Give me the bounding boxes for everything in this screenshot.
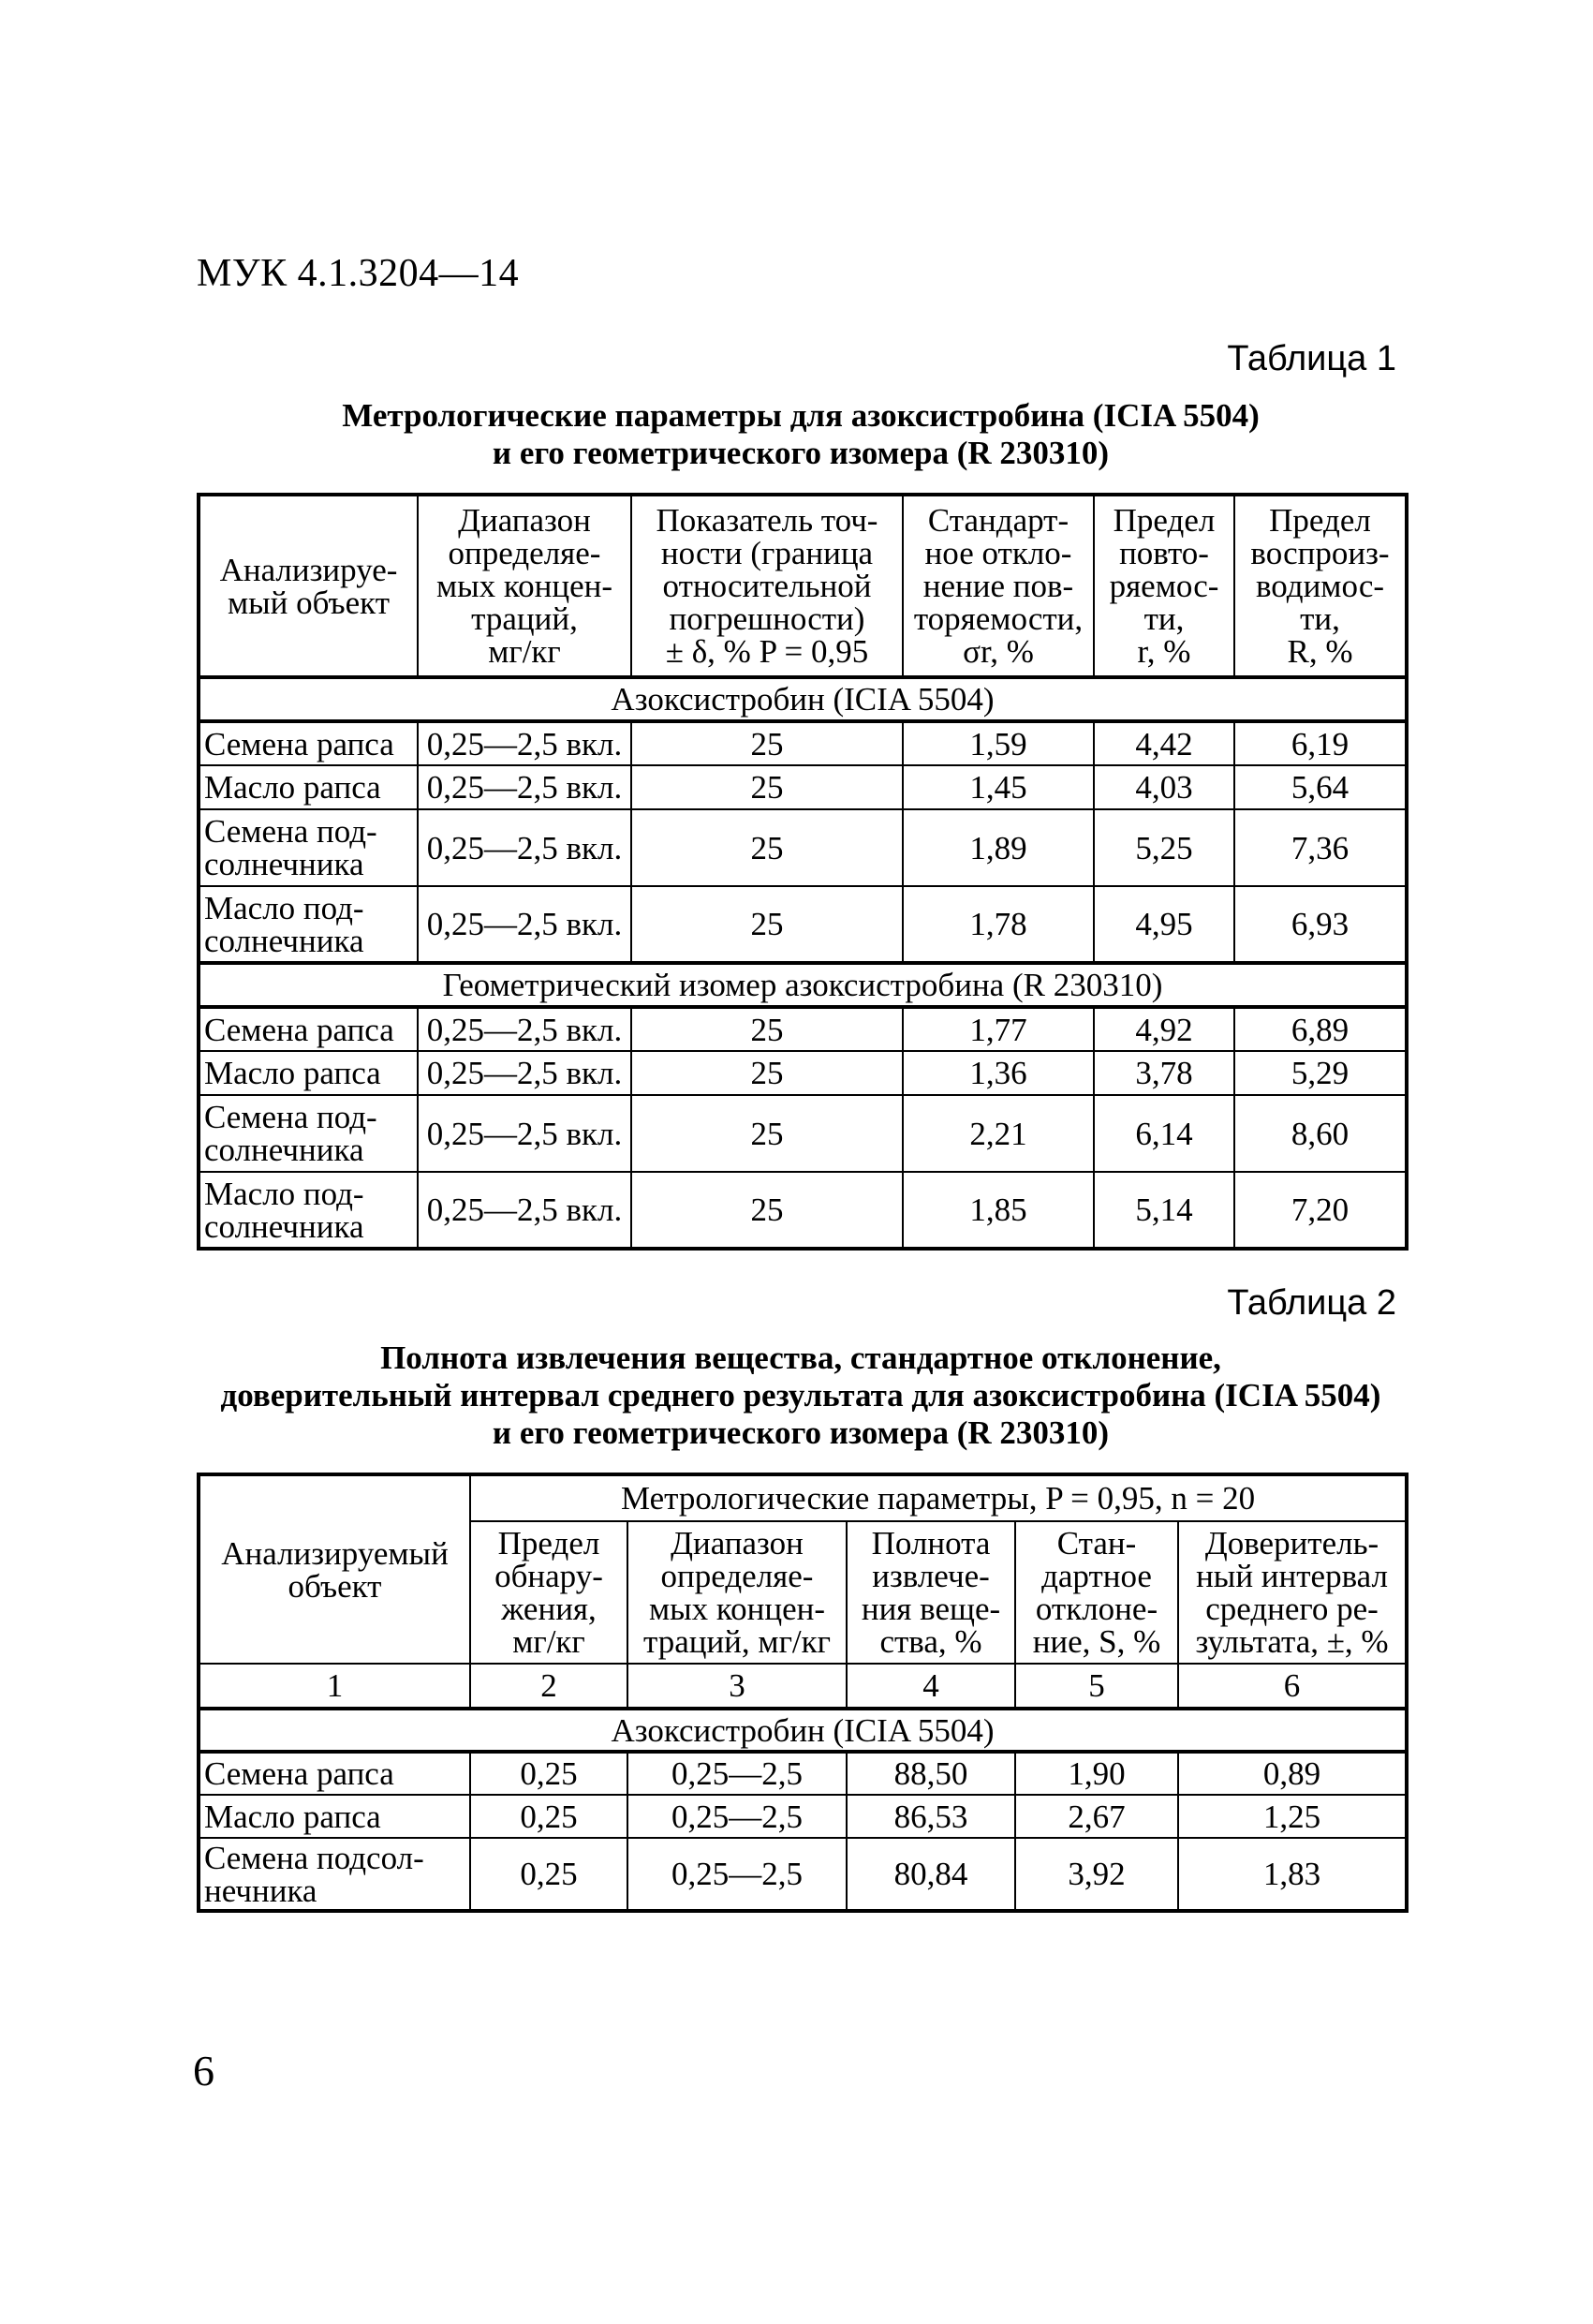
table-1-header-reproducibility: Предел воспроиз- водимос- ти, R, % — [1234, 495, 1407, 677]
value-cell: 7,36 — [1234, 809, 1407, 886]
value-cell: 5,25 — [1094, 809, 1234, 886]
value-cell: 1,36 — [903, 1051, 1094, 1095]
object-cell: Семена рапса — [199, 1007, 418, 1051]
table-2-header-confidence: Доверитель- ный интервал среднего ре- зультата, ±, % — [1178, 1521, 1407, 1664]
value-cell: 88,50 — [847, 1752, 1015, 1795]
value-cell: 0,25—2,5 — [627, 1752, 847, 1795]
value-cell: 2,21 — [903, 1095, 1094, 1172]
table-2-column-number: 1 — [199, 1664, 470, 1709]
value-cell: 0,25—2,5 вкл. — [418, 721, 631, 765]
table-row — [199, 1795, 1407, 1838]
section-title: Азоксистробин (ICIA 5504) — [199, 1709, 1407, 1752]
value-cell: 1,85 — [903, 1172, 1094, 1249]
section-row — [199, 1709, 1407, 1752]
value-cell: 4,95 — [1094, 886, 1234, 963]
value-cell: 6,19 — [1234, 721, 1407, 765]
table-1-header-repeatability: Предел повто- ряемос- ти, r, % — [1094, 495, 1234, 677]
object-cell: Масло под- солнечника — [199, 1172, 418, 1249]
table-1-title — [197, 397, 1405, 472]
value-cell: 1,90 — [1015, 1752, 1178, 1795]
table-1-header-accuracy: Показатель точ- ности (граница относительной погрешности) ± δ, % P = 0,95 — [631, 495, 903, 677]
table-row — [199, 809, 1407, 886]
value-cell: 8,60 — [1234, 1095, 1407, 1172]
value-cell: 7,20 — [1234, 1172, 1407, 1249]
value-cell: 5,29 — [1234, 1051, 1407, 1095]
section-row — [199, 677, 1407, 721]
section-title: Азоксистробин (ICIA 5504) — [199, 677, 1407, 721]
value-cell: 0,25—2,5 вкл. — [418, 1051, 631, 1095]
table-row — [199, 1051, 1407, 1095]
table-2-column-number: 6 — [1178, 1664, 1407, 1709]
value-cell: 0,25—2,5 вкл. — [418, 809, 631, 886]
table-1-label: Таблица 1 — [1227, 339, 1396, 378]
value-cell: 25 — [631, 886, 903, 963]
value-cell: 25 — [631, 1172, 903, 1249]
object-cell: Семена подсол- нечника — [199, 1838, 470, 1911]
value-cell: 1,25 — [1178, 1795, 1407, 1838]
value-cell: 5,14 — [1094, 1172, 1234, 1249]
table-1-header-range: Диапазон определяе- мых концен- траций, мг/кг — [418, 495, 631, 677]
table-2-column-number: 2 — [470, 1664, 627, 1709]
table-2-column-numbers-row — [199, 1664, 1407, 1709]
value-cell: 80,84 — [847, 1838, 1015, 1911]
value-cell: 1,59 — [903, 721, 1094, 765]
table-row — [199, 886, 1407, 963]
value-cell: 6,89 — [1234, 1007, 1407, 1051]
table-1-header-row — [199, 495, 1407, 677]
value-cell: 3,78 — [1094, 1051, 1234, 1095]
table-1-title-line: Метрологические параметры для азоксистробина (ICIA 5504) — [342, 397, 1260, 434]
document-code: МУК 4.1.3204—14 — [197, 252, 520, 295]
value-cell: 25 — [631, 1095, 903, 1172]
table-row — [199, 765, 1407, 809]
value-cell: 0,25 — [470, 1838, 627, 1911]
value-cell: 0,25—2,5 вкл. — [418, 886, 631, 963]
object-cell: Масло под- солнечника — [199, 886, 418, 963]
table-2-label: Таблица 2 — [1227, 1283, 1396, 1323]
value-cell: 0,25—2,5 вкл. — [418, 1095, 631, 1172]
object-cell: Семена под- солнечника — [199, 809, 418, 886]
table-2-title-line: и его геометрического изомера (R 230310) — [492, 1414, 1110, 1451]
value-cell: 25 — [631, 809, 903, 886]
value-cell: 0,25—2,5 — [627, 1795, 847, 1838]
table-row — [199, 1752, 1407, 1795]
value-cell: 0,25 — [470, 1752, 627, 1795]
value-cell: 25 — [631, 1007, 903, 1051]
table-2-header-std-dev: Стан- дартное отклоне- ние, S, % — [1015, 1521, 1178, 1664]
table-2-title-line: Полнота извлечения вещества, стандартное отклонение, — [380, 1340, 1221, 1376]
value-cell: 5,64 — [1234, 765, 1407, 809]
table-row — [199, 1838, 1407, 1911]
value-cell: 25 — [631, 1051, 903, 1095]
value-cell: 1,83 — [1178, 1838, 1407, 1911]
value-cell: 86,53 — [847, 1795, 1015, 1838]
table-2-column-number: 3 — [627, 1664, 847, 1709]
value-cell: 1,77 — [903, 1007, 1094, 1051]
table-1-header-object: Анализируе- мый объект — [199, 495, 418, 677]
value-cell: 25 — [631, 721, 903, 765]
page-number: 6 — [193, 2047, 214, 2095]
value-cell: 0,25—2,5 вкл. — [418, 765, 631, 809]
table-1 — [197, 493, 1409, 1251]
table-2-title — [197, 1340, 1405, 1452]
value-cell: 6,14 — [1094, 1095, 1234, 1172]
table-2-column-number: 5 — [1015, 1664, 1178, 1709]
table-2-header-detection-limit: Предел обнару- жения, мг/кг — [470, 1521, 627, 1664]
value-cell: 3,92 — [1015, 1838, 1178, 1911]
object-cell: Масло рапса — [199, 1795, 470, 1838]
object-cell: Семена под- солнечника — [199, 1095, 418, 1172]
table-2-column-number: 4 — [847, 1664, 1015, 1709]
value-cell: 0,89 — [1178, 1752, 1407, 1795]
table-row — [199, 1172, 1407, 1249]
table-2-header-recovery: Полнота извлече- ния веще- ства, % — [847, 1521, 1015, 1664]
table-2-title-line: доверительный интервал среднего результата для азоксистробина (ICIA 5504) — [220, 1377, 1381, 1414]
value-cell: 0,25 — [470, 1795, 627, 1838]
table-row — [199, 1095, 1407, 1172]
object-cell: Семена рапса — [199, 1752, 470, 1795]
value-cell: 1,45 — [903, 765, 1094, 809]
object-cell: Семена рапса — [199, 721, 418, 765]
table-1-header-std-dev: Стандарт- ное откло- нение пов- торяемости, σr, % — [903, 495, 1094, 677]
table-2-header-range: Диапазон определяе- мых концен- траций, мг/кг — [627, 1521, 847, 1664]
table-1-title-line: и его геометрического изомера (R 230310) — [492, 435, 1110, 471]
value-cell: 4,42 — [1094, 721, 1234, 765]
object-cell: Масло рапса — [199, 1051, 418, 1095]
table-2-group-header-row — [199, 1474, 1407, 1521]
value-cell: 25 — [631, 765, 903, 809]
value-cell: 1,89 — [903, 809, 1094, 886]
table-2-header-object: Анализируемый объект — [199, 1474, 470, 1664]
value-cell: 4,03 — [1094, 765, 1234, 809]
value-cell: 4,92 — [1094, 1007, 1234, 1051]
value-cell: 0,25—2,5 вкл. — [418, 1007, 631, 1051]
value-cell: 1,78 — [903, 886, 1094, 963]
object-cell: Масло рапса — [199, 765, 418, 809]
table-row — [199, 1007, 1407, 1051]
table-row — [199, 721, 1407, 765]
value-cell: 2,67 — [1015, 1795, 1178, 1838]
table-2 — [197, 1473, 1409, 1913]
section-row — [199, 963, 1407, 1007]
value-cell: 0,25—2,5 вкл. — [418, 1172, 631, 1249]
section-title: Геометрический изомер азоксистробина (R 230310) — [199, 963, 1407, 1007]
table-2-header-group: Метрологические параметры, P = 0,95, n = 20 — [470, 1474, 1407, 1521]
value-cell: 6,93 — [1234, 886, 1407, 963]
value-cell: 0,25—2,5 — [627, 1838, 847, 1911]
